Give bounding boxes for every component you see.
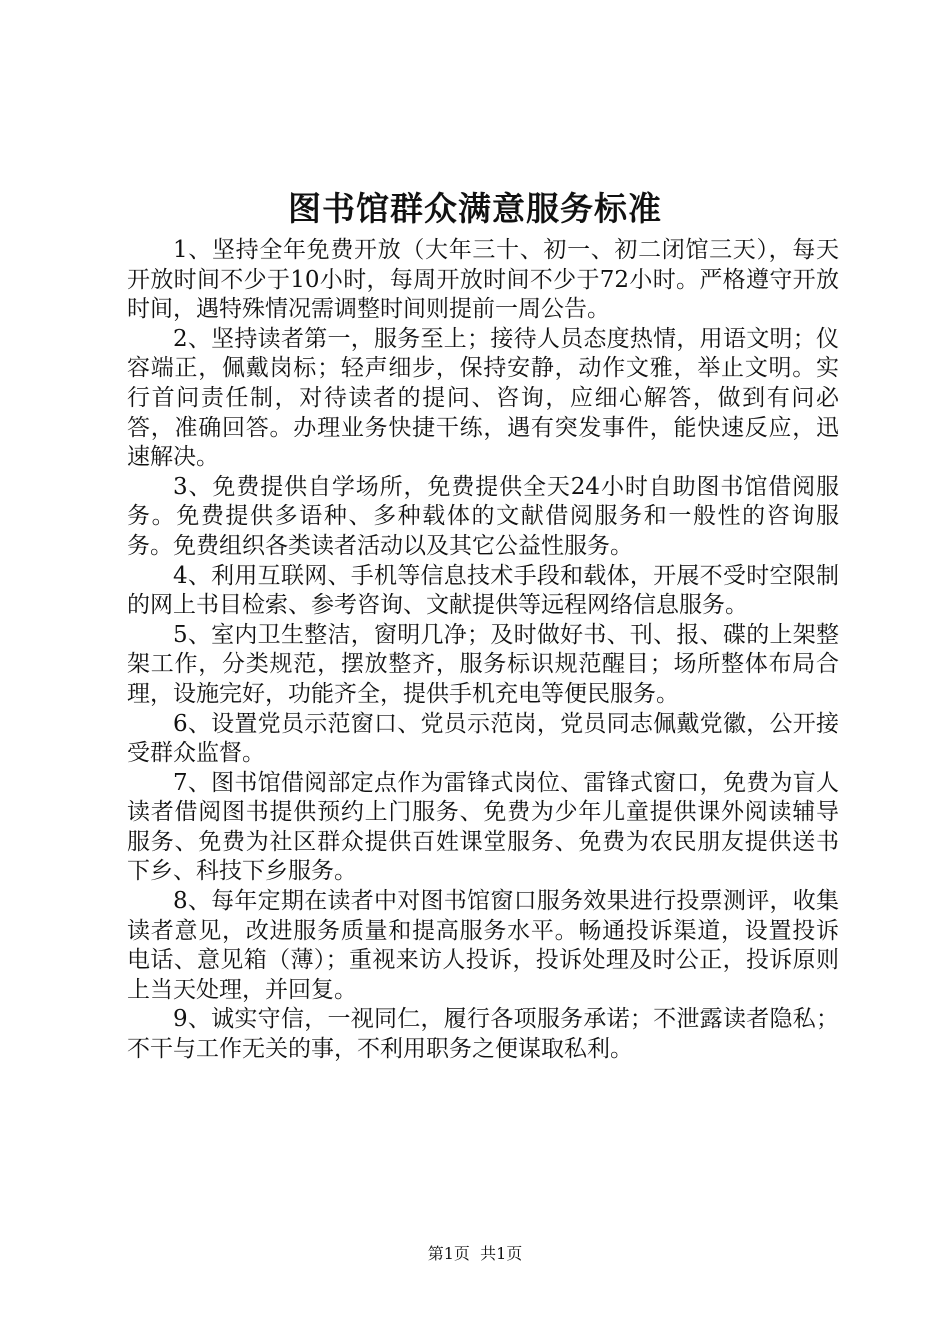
paragraph-3: 3、免费提供自学场所，免费提供全天24小时自助图书馆借阅服务。免费提供多语种、多种载体的文献借阅服务和一般性的咨询服务。免费组织各类读者活动以及其它公益性服务。 bbox=[127, 473, 839, 559]
paragraph-8: 8、每年定期在读者中对图书馆窗口服务效果进行投票测评，收集读者意见，改进服务质量和提高服务水平。畅通投诉渠道，设置投诉电话、意见箱（薄）；重视来访人投诉，投诉处理及时公正，投诉原则上当天处理，并回复。 bbox=[127, 888, 839, 1003]
paragraph-1: 1、坚持全年免费开放（大年三十、初一、初二闭馆三天），每天开放时间不少于10小时，每周开放时间不少于72小时。严格遵守开放时间，遇特殊情况需调整时间则提前一周公告。 bbox=[127, 237, 839, 323]
paragraph-2: 2、坚持读者第一，服务至上；接待人员态度热情，用语文明；仪容端正，佩戴岗标；轻声细步，保持安静，动作文雅，举止文明。实行首问责任制，对待读者的提问、咨询，应细心解答，做到有问必答，准确回答。办理业务快捷干练，遇有突发事件，能快速反应，迅速解决。 bbox=[127, 325, 839, 471]
document-title: 图书馆群众满意服务标准 bbox=[288, 189, 662, 228]
paragraph-4: 4、利用互联网、手机等信息技术手段和载体，开展不受时空限制的网上书目检索、参考咨询、文献提供等远程网络信息服务。 bbox=[127, 562, 839, 619]
paragraph-5: 5、室内卫生整洁，窗明几净；及时做好书、刊、报、碟的上架整架工作，分类规范，摆放整齐，服务标识规范醒目；场所整体布局合理，设施完好，功能齐全，提供手机充电等便民服务。 bbox=[127, 621, 839, 707]
paragraph-9: 9、诚实守信，一视同仁，履行各项服务承诺；不泄露读者隐私；不干与工作无关的事，不利用职务之便谋取私利。 bbox=[127, 1006, 839, 1063]
paragraph-7: 7、图书馆借阅部定点作为雷锋式岗位、雷锋式窗口，免费为盲人读者借阅图书提供预约上门服务、免费为少年儿童提供课外阅读辅导服务、免费为社区群众提供百姓课堂服务、免费为农民朋友提供送书下乡、科技下乡服务。 bbox=[127, 769, 839, 885]
document-body bbox=[127, 236, 839, 1065]
paragraph-6: 6、设置党员示范窗口、党员示范岗，党员同志佩戴党徽，公开接受群众监督。 bbox=[127, 710, 839, 767]
page-number-footer: 第1页 共1页 bbox=[427, 1244, 523, 1263]
